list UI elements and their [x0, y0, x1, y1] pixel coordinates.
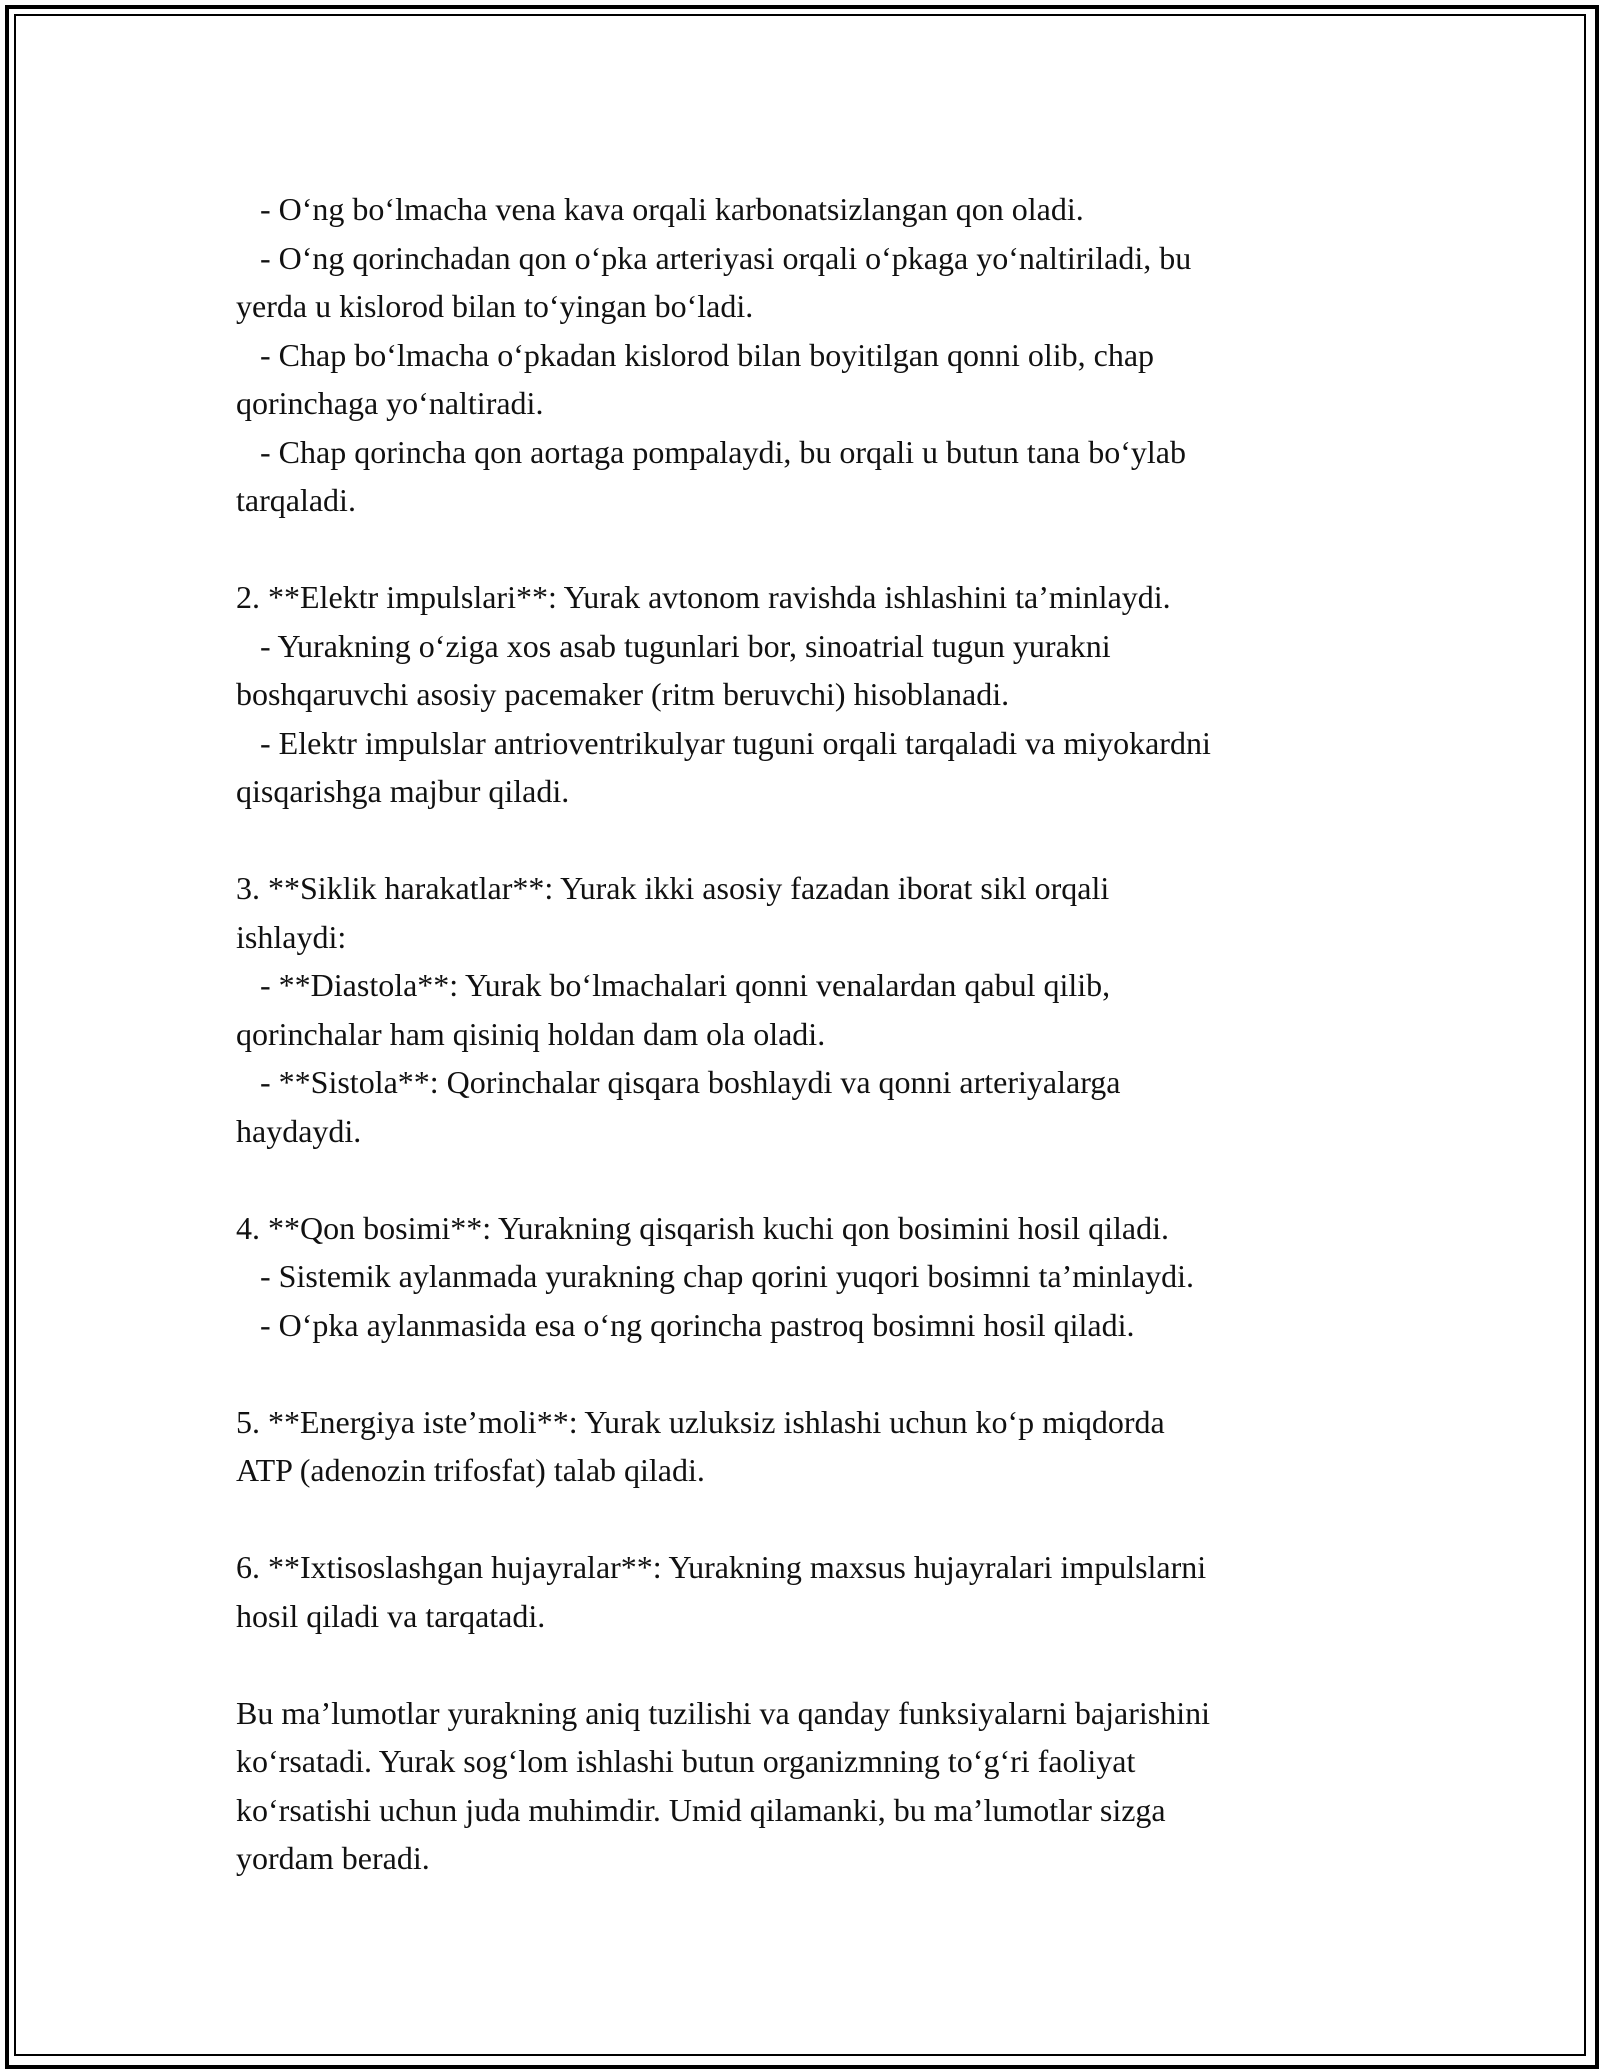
text-line: yerda u kislorod bilan to‘yingan bo‘ladi.	[236, 288, 754, 324]
blank-line	[236, 816, 1366, 865]
text-line: Bu ma’lumotlar yurakning aniq tuzilishi va qanday funksiyalarni bajarishini	[236, 1694, 1210, 1731]
text-line: qorinchaga yo‘naltiradi.	[236, 385, 544, 421]
text-line: - Chap bo‘lmacha o‘pkadan kislorod bilan boyitilgan qonni olib, chap	[236, 336, 1155, 373]
text-line: tarqaladi.	[236, 482, 356, 518]
document-body	[236, 185, 1366, 1883]
text-line: ko‘rsatadi. Yurak sog‘lom ishlashi butun organizmning to‘g‘ri faoliyat	[236, 1743, 1136, 1779]
text-line: hosil qiladi va tarqatadi.	[236, 1597, 546, 1634]
text-line: - Sistemik aylanmada yurakning chap qorini yuqori bosimni ta’minlaydi.	[236, 1258, 1195, 1294]
text-line: - **Diastola**: Yurak bo‘lmachalari qonni venalardan qabul qilib,	[236, 967, 1111, 1003]
text-line: 4. **Qon bosimi**: Yurakning qisqarish kuchi qon bosimini hosil qiladi.	[236, 1209, 1170, 1246]
blank-line	[236, 1640, 1366, 1689]
blank-line	[236, 1349, 1366, 1398]
blank-line	[236, 1495, 1366, 1544]
text-line: 3. **Siklik harakatlar**: Yurak ikki asosiy fazadan iborat sikl orqali	[236, 870, 1110, 906]
text-line: - Yurakning o‘ziga xos asab tugunlari bor, sinoatrial tugun yurakni	[236, 627, 1111, 664]
blank-line	[236, 525, 1366, 574]
text-line: ishlaydi:	[236, 918, 347, 955]
text-line: - Elektr impulslar antrioventrikulyar tuguni orqali tarqaladi va miyokardni	[236, 724, 1211, 761]
text-line: qisqarishga majbur qiladi.	[236, 773, 570, 809]
text-line: - O‘pka aylanmasida esa o‘ng qorincha pastroq bosimni hosil qiladi.	[236, 1306, 1135, 1343]
text-line: - O‘ng qorinchadan qon o‘pka arteriyasi orqali o‘pkaga yo‘naltiriladi, bu	[236, 239, 1192, 276]
text-line: boshqaruvchi asosiy pacemaker (ritm beruvchi) hisoblanadi.	[236, 676, 1010, 712]
text-line: qorinchalar ham qisiniq holdan dam ola oladi.	[236, 1015, 826, 1052]
text-line: - **Sistola**: Qorinchalar qisqara boshlaydi va qonni arteriyalarga	[236, 1064, 1121, 1100]
text-line: ko‘rsatishi uchun juda muhimdir. Umid qilamanki, bu ma’lumotlar sizga	[236, 1791, 1166, 1828]
text-line: 5. **Energiya iste’moli**: Yurak uzluksiz ishlashi uchun ko‘p miqdorda	[236, 1403, 1165, 1440]
text-line: - O‘ng bo‘lmacha vena kava orqali karbonatsizlangan qon oladi.	[236, 191, 1084, 227]
blank-line	[236, 1155, 1366, 1204]
text-line: 2. **Elektr impulslari**: Yurak avtonom ravishda ishlashini ta’minlaydi.	[236, 579, 1171, 615]
text-line: 6. **Ixtisoslashgan hujayralar**: Yurakning maxsus hujayralari impulslarni	[236, 1549, 1207, 1585]
text-line: haydaydi.	[236, 1112, 362, 1149]
text-line: yordam beradi.	[236, 1840, 430, 1876]
text-line: - Chap qorincha qon aortaga pompalaydi, bu orqali u butun tana bo‘ylab	[236, 433, 1186, 470]
text-line: ATP (adenozin trifosfat) talab qiladi.	[236, 1452, 705, 1488]
